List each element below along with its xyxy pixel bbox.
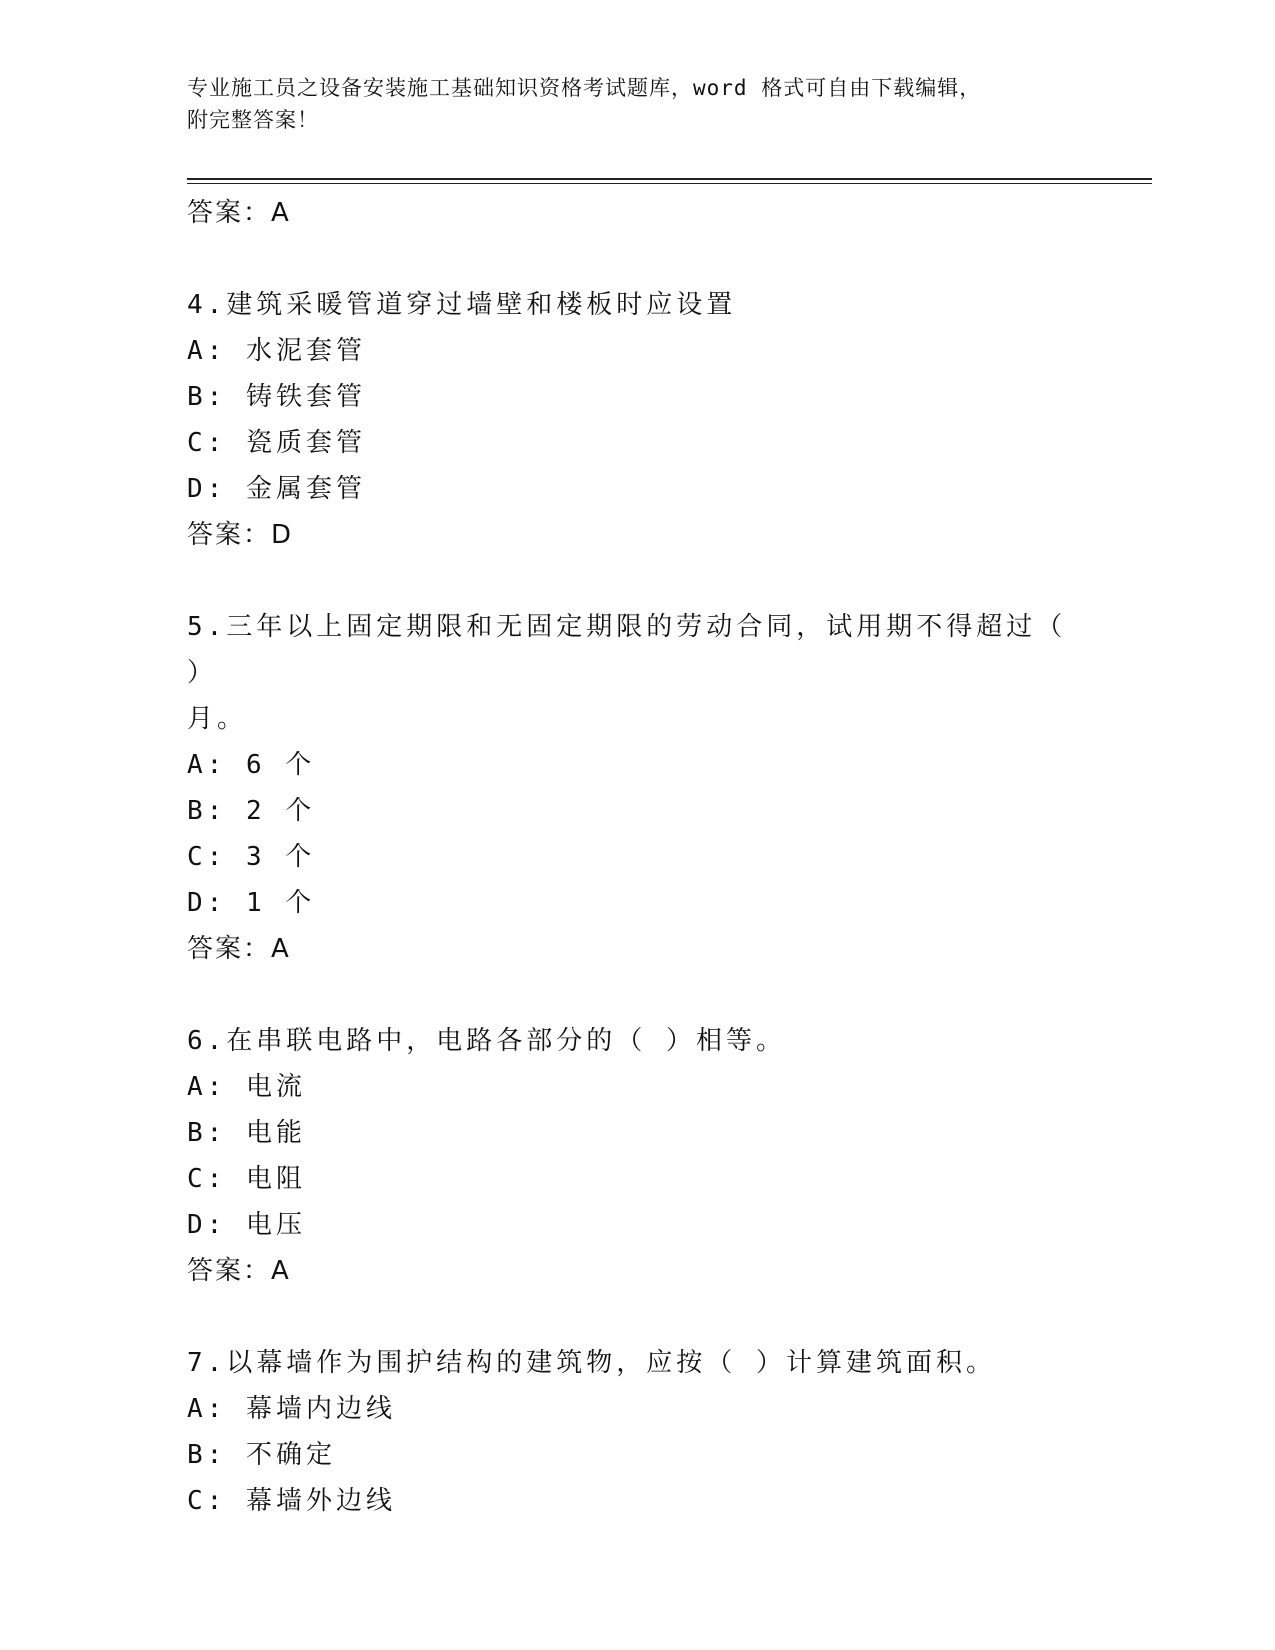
question-list (187, 190, 1087, 1524)
document-header (187, 72, 1087, 136)
header-line-2: 附完整答案！ (187, 108, 319, 132)
question-text: 4.建筑采暖管道穿过墙壁和楼板时应设置 (187, 290, 737, 320)
question-block (187, 1340, 1087, 1524)
option-b: B: 铸铁套管 (187, 382, 366, 412)
spacer (187, 236, 1087, 282)
answer-line: 答案：D (187, 520, 294, 550)
header-rule-thick (187, 178, 1152, 180)
option-d: D: 1 个 (187, 888, 316, 918)
question-text: 6.在串联电路中，电路各部分的（ ）相等。 (187, 1026, 786, 1056)
option-a: A: 6 个 (187, 750, 316, 780)
question-block (187, 282, 1087, 558)
option-d: D: 电压 (187, 1210, 306, 1240)
option-a: A: 电流 (187, 1072, 306, 1102)
option-b: B: 电能 (187, 1118, 306, 1148)
question-block (187, 1018, 1087, 1294)
option-c: C: 幕墙外边线 (187, 1486, 396, 1516)
spacer (187, 972, 1087, 1018)
option-b: B: 2 个 (187, 796, 316, 826)
question-text-continued: 月。 (187, 704, 248, 734)
answer-line: 答案：A (187, 934, 291, 964)
spacer (187, 1294, 1087, 1340)
option-a: A: 水泥套管 (187, 336, 366, 366)
question-text: 5.三年以上固定期限和无固定期限的劳动合同，试用期不得超过（ ） (187, 612, 1067, 688)
option-c: C: 3 个 (187, 842, 316, 872)
question-block (187, 604, 1087, 972)
header-line-1: 专业施工员之设备安装施工基础知识资格考试题库，word 格式可自由下载编辑， (187, 76, 982, 100)
option-c: C: 电阻 (187, 1164, 306, 1194)
question-text: 7.以幕墙作为围护结构的建筑物，应按（ ）计算建筑面积。 (187, 1348, 996, 1378)
option-d: D: 金属套管 (187, 474, 366, 504)
option-a: A: 幕墙内边线 (187, 1394, 396, 1424)
option-b: B: 不确定 (187, 1440, 336, 1470)
answer-line: 答案：A (187, 198, 291, 228)
header-rule-thin (187, 183, 1152, 184)
answer-line: 答案：A (187, 1256, 291, 1286)
option-c: C: 瓷质套管 (187, 428, 366, 458)
spacer (187, 558, 1087, 604)
